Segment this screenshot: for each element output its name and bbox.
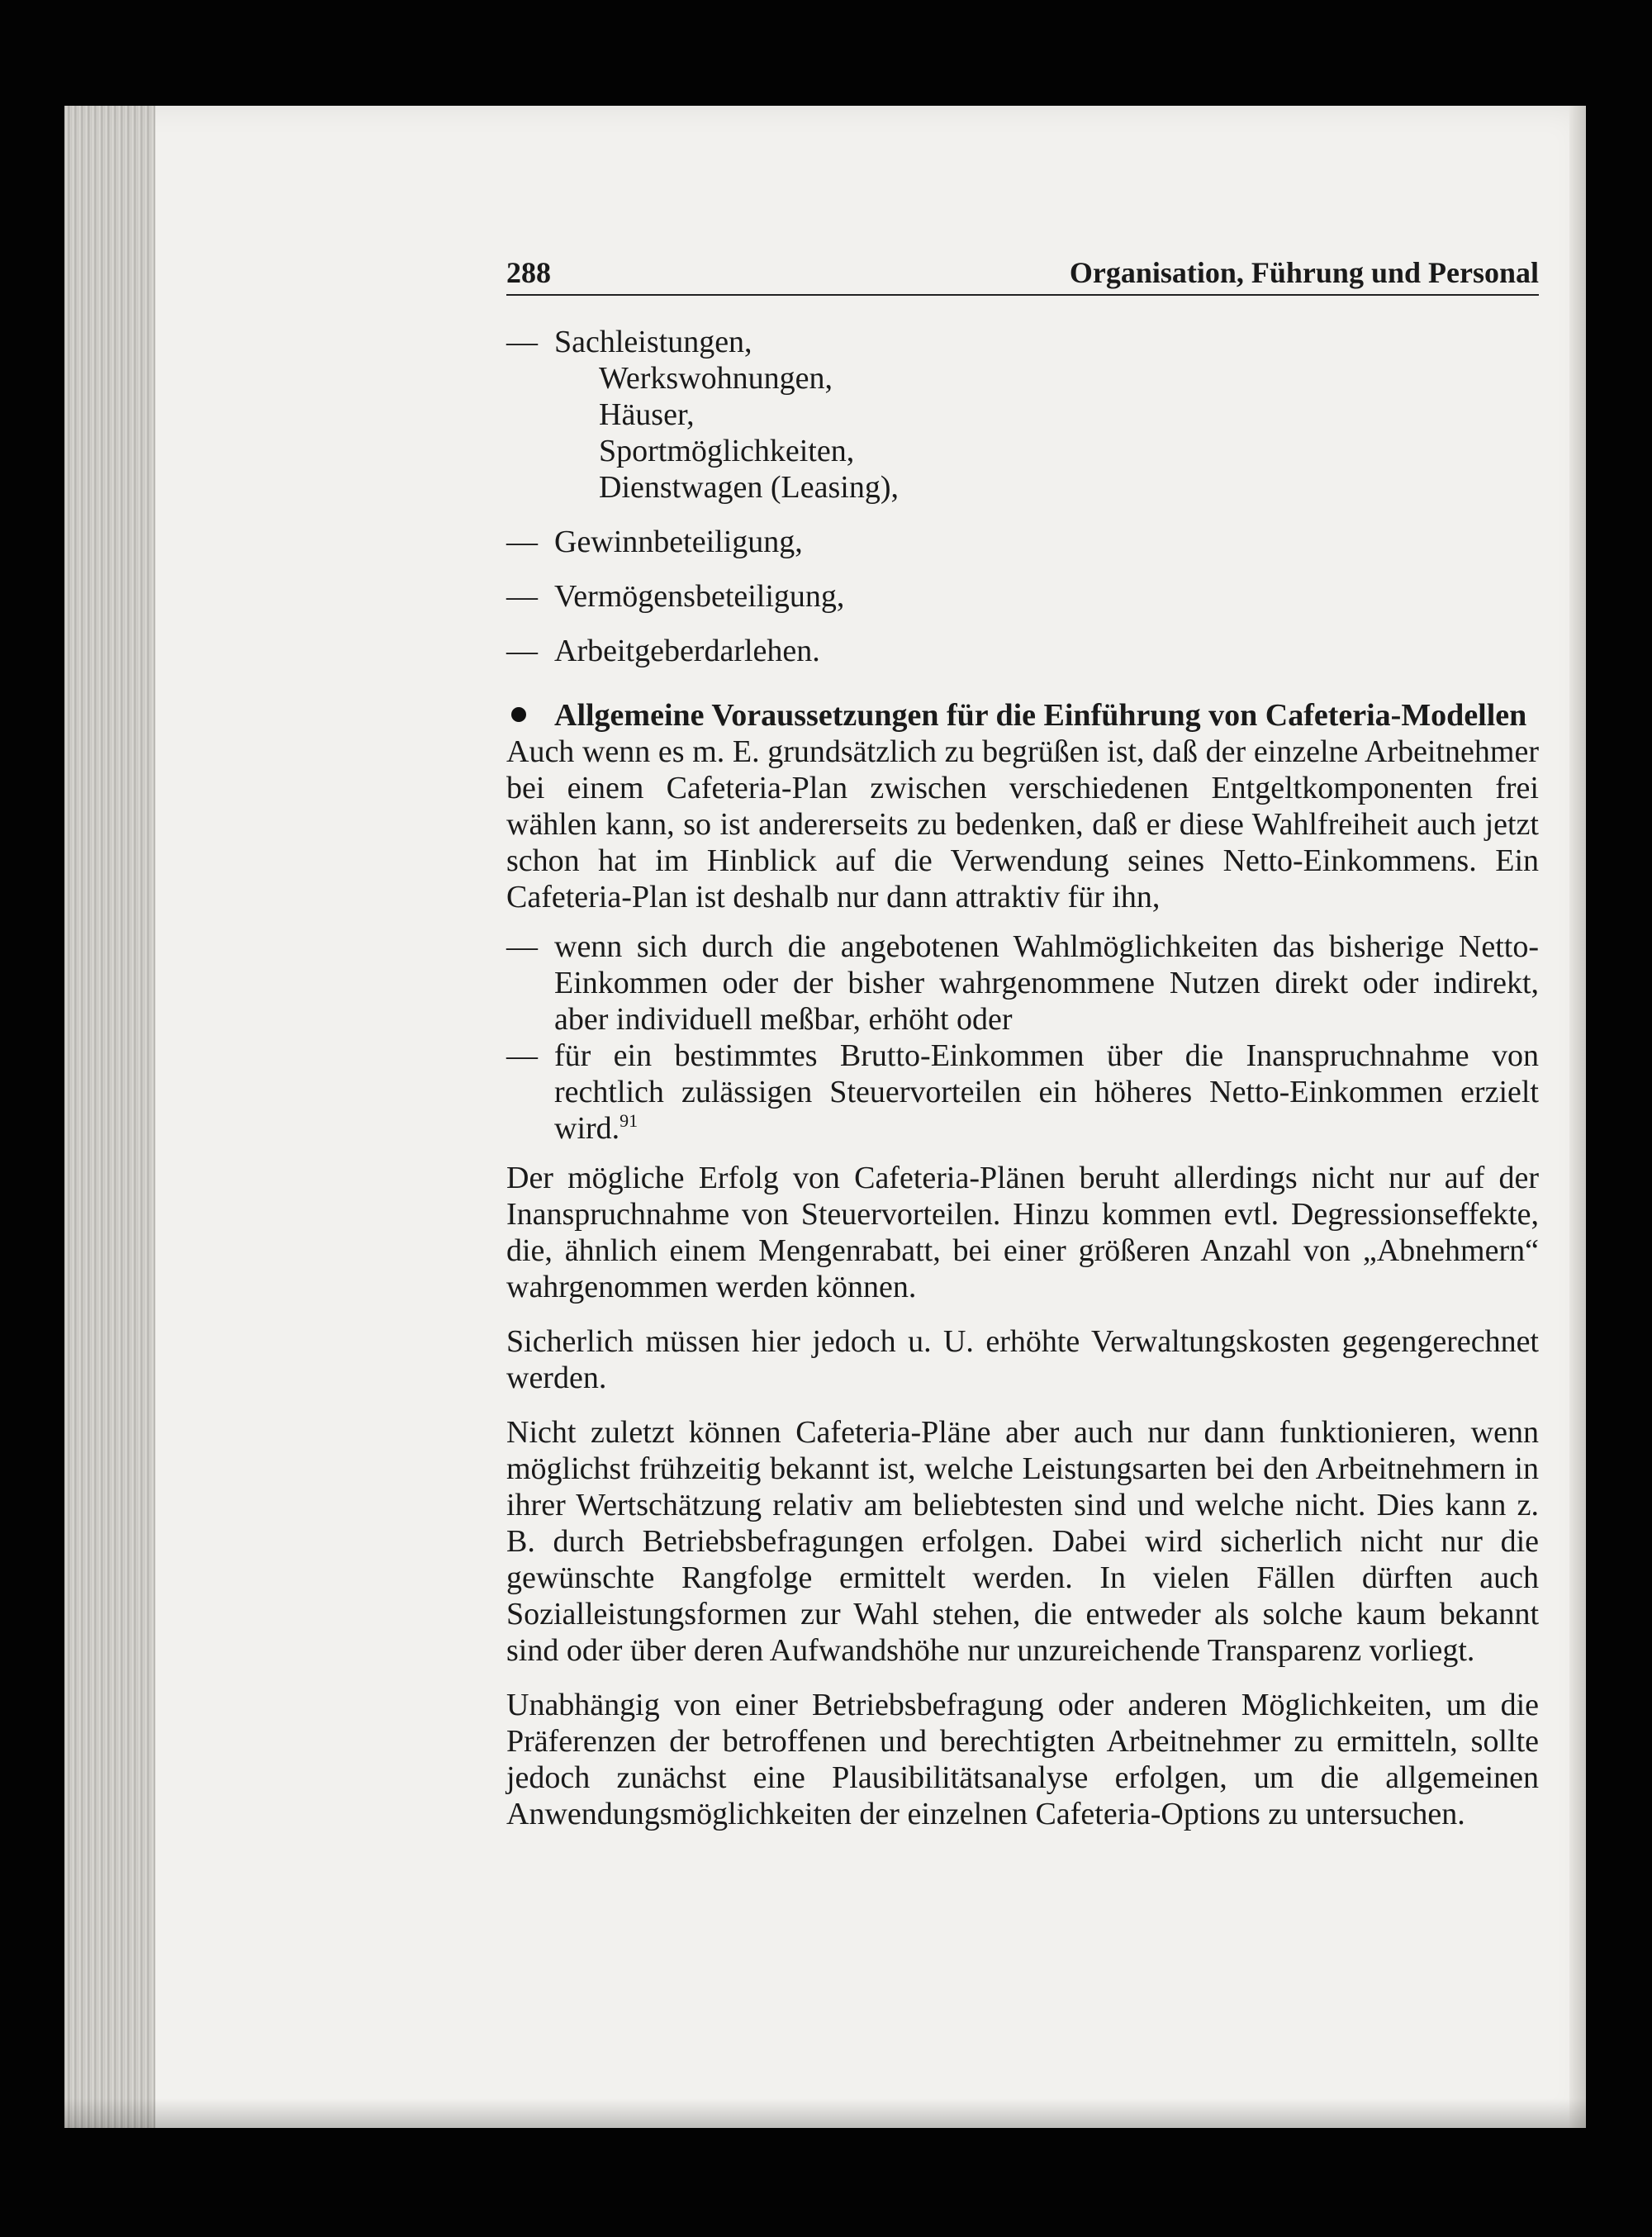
paragraph: Sicherlich müssen hier jedoch u. U. erhöhte Verwaltungskosten gegengerechnet werden.	[506, 1324, 1539, 1395]
section-intro: Auch wenn es m. E. grundsätzlich zu begrüßen ist, daß der einzelne Arbeitnehmer bei einem Cafeteria-Plan zwischen verschiedenen Entgeltkomponenten frei wählen kann, so ist andererseits zu bedenken, daß er diese Wahlfreiheit auch jetzt schon hat im Hinblick auf die Verwendung seines Netto-Einkommens. Ein Cafeteria-Plan ist deshalb nur dann attraktiv für ihn,	[506, 734, 1539, 914]
page-right-edge	[1569, 106, 1586, 2128]
footnote-ref: 91	[620, 1110, 638, 1131]
paragraph: Unabhängig von einer Betriebsbefragung oder anderen Möglichkeiten, um die Präferenzen der betroffenen und berechtigten Arbeitnehmer zu ermitteln, sollte jedoch zunächst eine Plausibilitätsanalyse erfolgen, um die allgemeinen Anwendungsmöglichkeiten der einzelnen Cafeteria-Options zu untersuchen.	[506, 1688, 1539, 1831]
sub-list-item: Häuser,	[599, 397, 695, 432]
list-item: — Sachleistungen,	[506, 325, 752, 359]
page-number: 288	[506, 256, 551, 289]
list-item: — Gewinnbeteiligung,	[506, 525, 803, 559]
paragraph: Nicht zuletzt können Cafeteria-Pläne aber auch nur dann funktionieren, wenn möglichst frühzeitig bekannt ist, welche Leistungsarten bei den Arbeitnehmern in ihrer Wertschätzung relativ am beliebtesten sind und welche nicht. Dies kann z. B. durch Betriebsbefragungen erfolgen. Dabei wird sicherlich nicht nur die gewünschte Rangfolge ermittelt werden. In vielen Fällen dürften auch Sozialleistungsformen zur Wahl stehen, die entweder als solche kaum bekannt sind oder über deren Aufwandshöhe nur unzureichende Transparenz vorliegt.	[506, 1415, 1539, 1668]
list-item: — wenn sich durch die angebotenen Wahlmöglichkeiten das bisherige Netto-Einkommen oder der bisher wahrgenommene Nutzen direkt oder indirekt, aber individuell meßbar, erhöht oder	[506, 929, 1539, 1037]
dash-marker: —	[506, 634, 538, 668]
sub-list-item: Dienstwagen (Leasing),	[599, 470, 899, 505]
dash-marker: —	[506, 1038, 538, 1073]
running-title: Organisation, Führung und Personal	[1069, 256, 1539, 289]
running-header	[506, 248, 1539, 296]
page-bottom-shadow	[64, 2098, 1586, 2128]
paragraph: Der mögliche Erfolg von Cafeteria-Plänen beruht allerdings nicht nur auf der Inanspruchnahme von Steuervorteilen. Hinzu kommen evtl. Degressionseffekte, die, ähnlich einem Mengenrabatt, bei einer größeren Anzahl von „Abnehmern“ wahrgenommen werden können.	[506, 1161, 1539, 1304]
dash-marker: —	[506, 929, 538, 964]
benefits-list	[506, 324, 1539, 669]
page-stack-edge	[64, 106, 155, 2128]
section-heading: Allgemeine Voraussetzungen für die Einführung von Cafeteria-Modellen	[506, 697, 1539, 734]
bullet-icon	[511, 707, 526, 722]
page-content	[506, 248, 1539, 1832]
list-item: — Arbeitgeberdarlehen.	[506, 634, 820, 668]
dash-marker: —	[506, 525, 538, 559]
conditions-list	[506, 929, 1539, 1147]
dash-marker: —	[506, 579, 538, 614]
dash-marker: —	[506, 325, 538, 359]
sub-list-item: Werkswohnungen,	[599, 361, 833, 396]
sub-list-item: Sportmöglichkeiten,	[599, 434, 855, 468]
list-item: — für ein bestimmtes Brutto-Einkommen über die Inanspruchnahme von rechtlich zulässigen Steuervorteilen ein höheres Netto-Einkommen erzielt wird.$^{91}$	[506, 1038, 1539, 1146]
list-item: — Vermögensbeteiligung,	[506, 579, 845, 614]
